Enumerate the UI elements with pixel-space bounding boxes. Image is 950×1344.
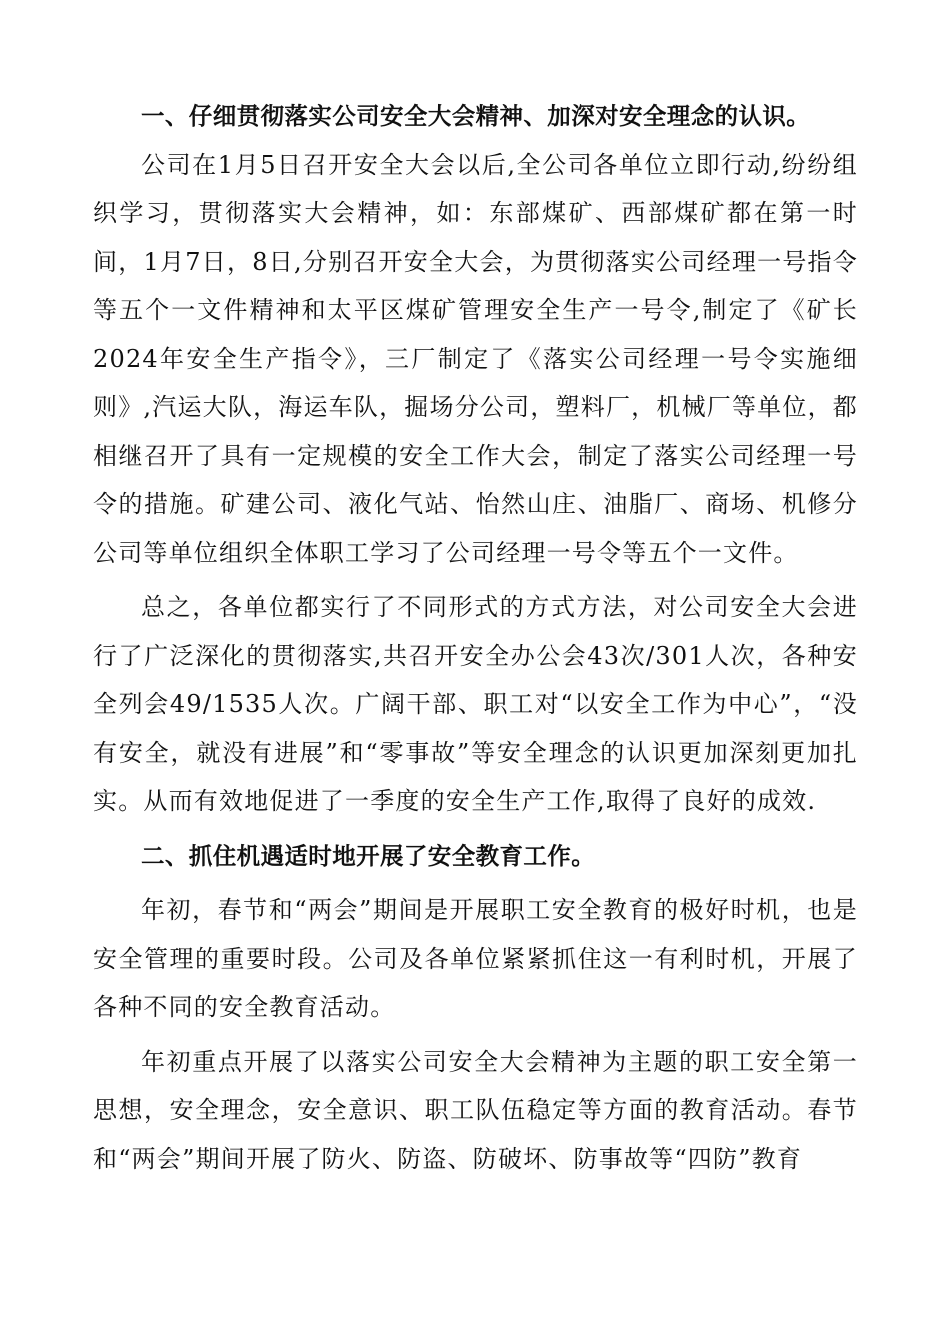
section-2-paragraph-2: 年初重点开展了以落实公司安全大会精神为主题的职工安全第一思想，安全理念，安全意识、职工队伍稳定等方面的教育活动。春节和“两会”期间开展了防火、防盗、防破坏、防事故等“四防”教育 [93, 1047, 858, 1173]
section-1-heading: 一、仔细贯彻落实公司安全大会精神、加深对安全理念的认识。 [141, 102, 811, 130]
section-1-paragraph-1: 公司在1月5日召开安全大会以后,全公司各单位立即行动,纷纷组织学习，贯彻落实大会精神，如：东部煤矿、西部煤矿都在第一时间，1月7日，8日,分别召开安全大会，为贯彻落实公司经理一号指令等五个一文件精神和太平区煤矿管理安全生产一号令,制定了《矿长2024年安全生产指令》，三厂制定了《落实公司经理一号令实施细则》,汽运大队，海运车队，掘场分公司，塑料厂，机械厂等单位，都相继召开了具有一定规模的安全工作大会，制定了落实公司经理一号令的措施。矿建公司、液化气站、怡然山庄、油脂厂、商场、机修分公司等单位组织全体职工学习了公司经理一号令等五个一文件。 [93, 150, 858, 567]
document-body [93, 92, 858, 1183]
section-2-paragraph-1: 年初，春节和“两会”期间是开展职工安全教育的极好时机，也是安全管理的重要时段。公司及各单位紧紧抓住这一有利时机，开展了各种不同的安全教育活动。 [93, 896, 858, 1021]
section-1-paragraph-2: 总之，各单位都实行了不同形式的方式方法，对公司安全大会进行了广泛深化的贯彻落实,共召开安全办公会43次/301人次，各种安全列会49/1535人次。广阔干部、职工对“以安全工作为中心”，“没有安全，就没有进展”和“零事故”等安全理念的认识更加深刻更加扎实。从而有效地促进了一季度的安全生产工作,取得了良好的成效. [93, 593, 858, 815]
section-2-heading: 二、抓住机遇适时地开展了安全教育工作。 [141, 841, 596, 870]
